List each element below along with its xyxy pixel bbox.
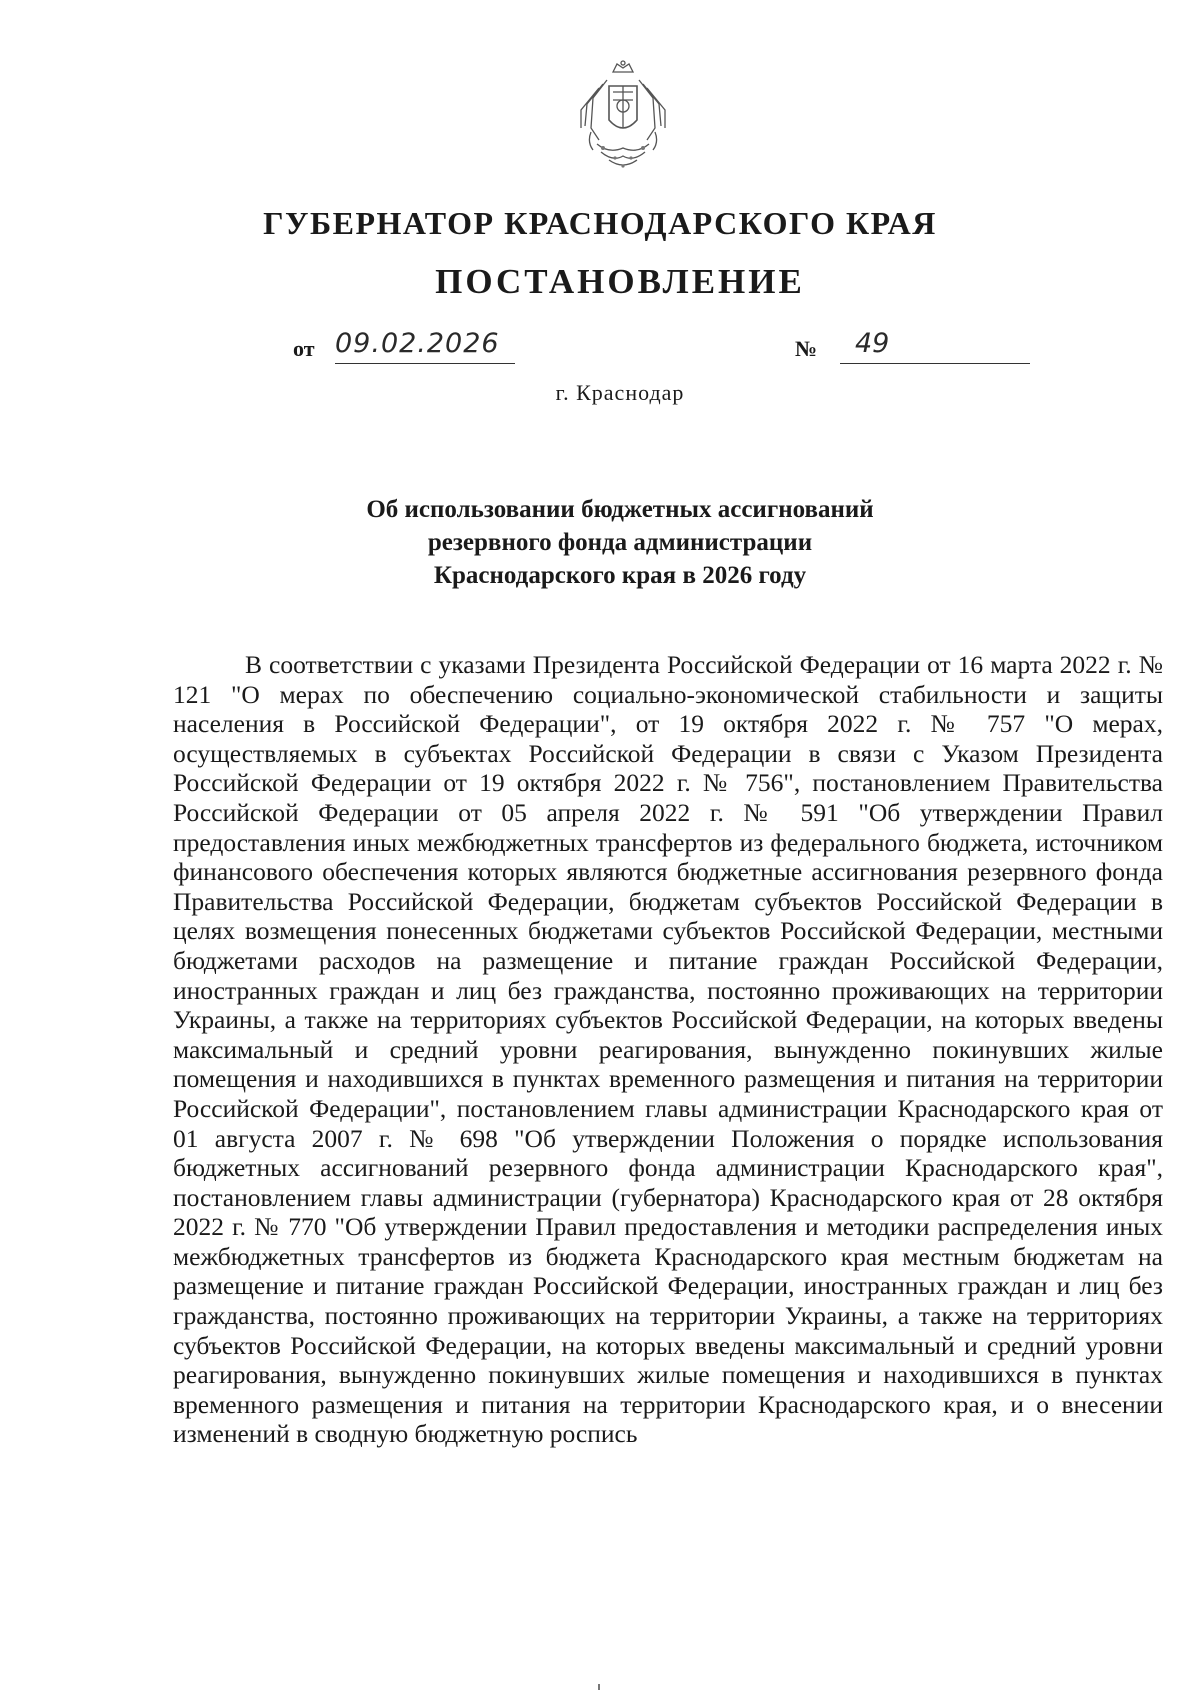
number-prefix: № bbox=[795, 336, 818, 361]
body-paragraph: В соответствии с указами Президента Российской Федерации от 16 марта 2022 г. № 121 "О мерах по обеспечению социально-экономической стабильности и защиты населения в Российской Федерации", от 19 октября 2022 г. № 757 "О мерах, осуществляемых в субъектах Российской Федерации в связи с Указом Президента Российской Федерации от 19 октября 2022 г. № 756", постановлением Правительства Российской Федерации от 05 апреля 2022 г. № 591 "Об утверждении Правил предоставления иных межбюджетных трансфертов из федерального бюджета, источником финансового обеспечения которых являются бюджетные ассигнования резервного фонда Правительства Российской Федерации, бюджетам субъектов Российской Федерации в целях возмещения понесенных бюджетами субъектов Российской Федерации, местными бюджетами расходов на размещение и питание граждан Российской Федерации, иностранных граждан и лиц без гражданства, постоянно проживающих на территории Украины, а также на территориях субъектов Российской Федерации, на которых введены максимальный и средний уровни реагирования, вынужденно покинувших жилые помещения и находившихся в пунктах временного размещения и питания на территории Российской Федерации", постановлением главы администрации Краснодарского края от 01 августа 2007 г. № 698 "Об утверждении Положения о порядке использования бюджетных ассигнований резервного фонда администрации Краснодарского края", постановлением главы администрации (губернатора) Краснодарского края от 28 октября 2022 г. № 770 "Об утверждении Правил предоставления и методики распределения иных межбюджетных трансфертов из бюджета Краснодарского края местным бюджетам на размещение и питание граждан Российской Федерации, иностранных граждан и лиц без гражданства, постоянно проживающих на территории Украины, а также на территориях субъектов Российской Федерации, на которых введены максимальный и средний уровни реагирования, вынужденно покинувших жилые помещения и находившихся в пунктах временного размещения и питания на территории Краснодарского края, и о внесении изменений в сводную бюджетную роспись bbox=[173, 650, 1163, 1449]
date-value: 09.02.2026 bbox=[335, 328, 500, 359]
number-field bbox=[795, 330, 1035, 370]
issuing-authority: ГУБЕРНАТОР КРАСНОДАРСКОГО КРАЯ bbox=[263, 205, 937, 241]
date-field bbox=[293, 330, 553, 370]
document-body bbox=[173, 650, 1163, 1449]
title-line-3: Краснодарского края в 2026 году bbox=[433, 562, 807, 589]
title-line-2: резервного фонда администрации bbox=[427, 529, 813, 556]
coat-of-arms-emblem bbox=[563, 58, 683, 178]
title-line-1: Об использовании бюджетных ассигнований bbox=[366, 496, 874, 523]
page-mark bbox=[598, 1684, 600, 1690]
document-title bbox=[0, 493, 1200, 592]
city-line: г. Краснодар bbox=[555, 380, 685, 405]
number-value: 49 bbox=[855, 328, 890, 359]
number-underline bbox=[840, 363, 1030, 364]
document-type: ПОСТАНОВЛЕНИЕ bbox=[435, 262, 805, 301]
date-underline bbox=[335, 363, 515, 364]
date-prefix: от bbox=[293, 336, 315, 361]
